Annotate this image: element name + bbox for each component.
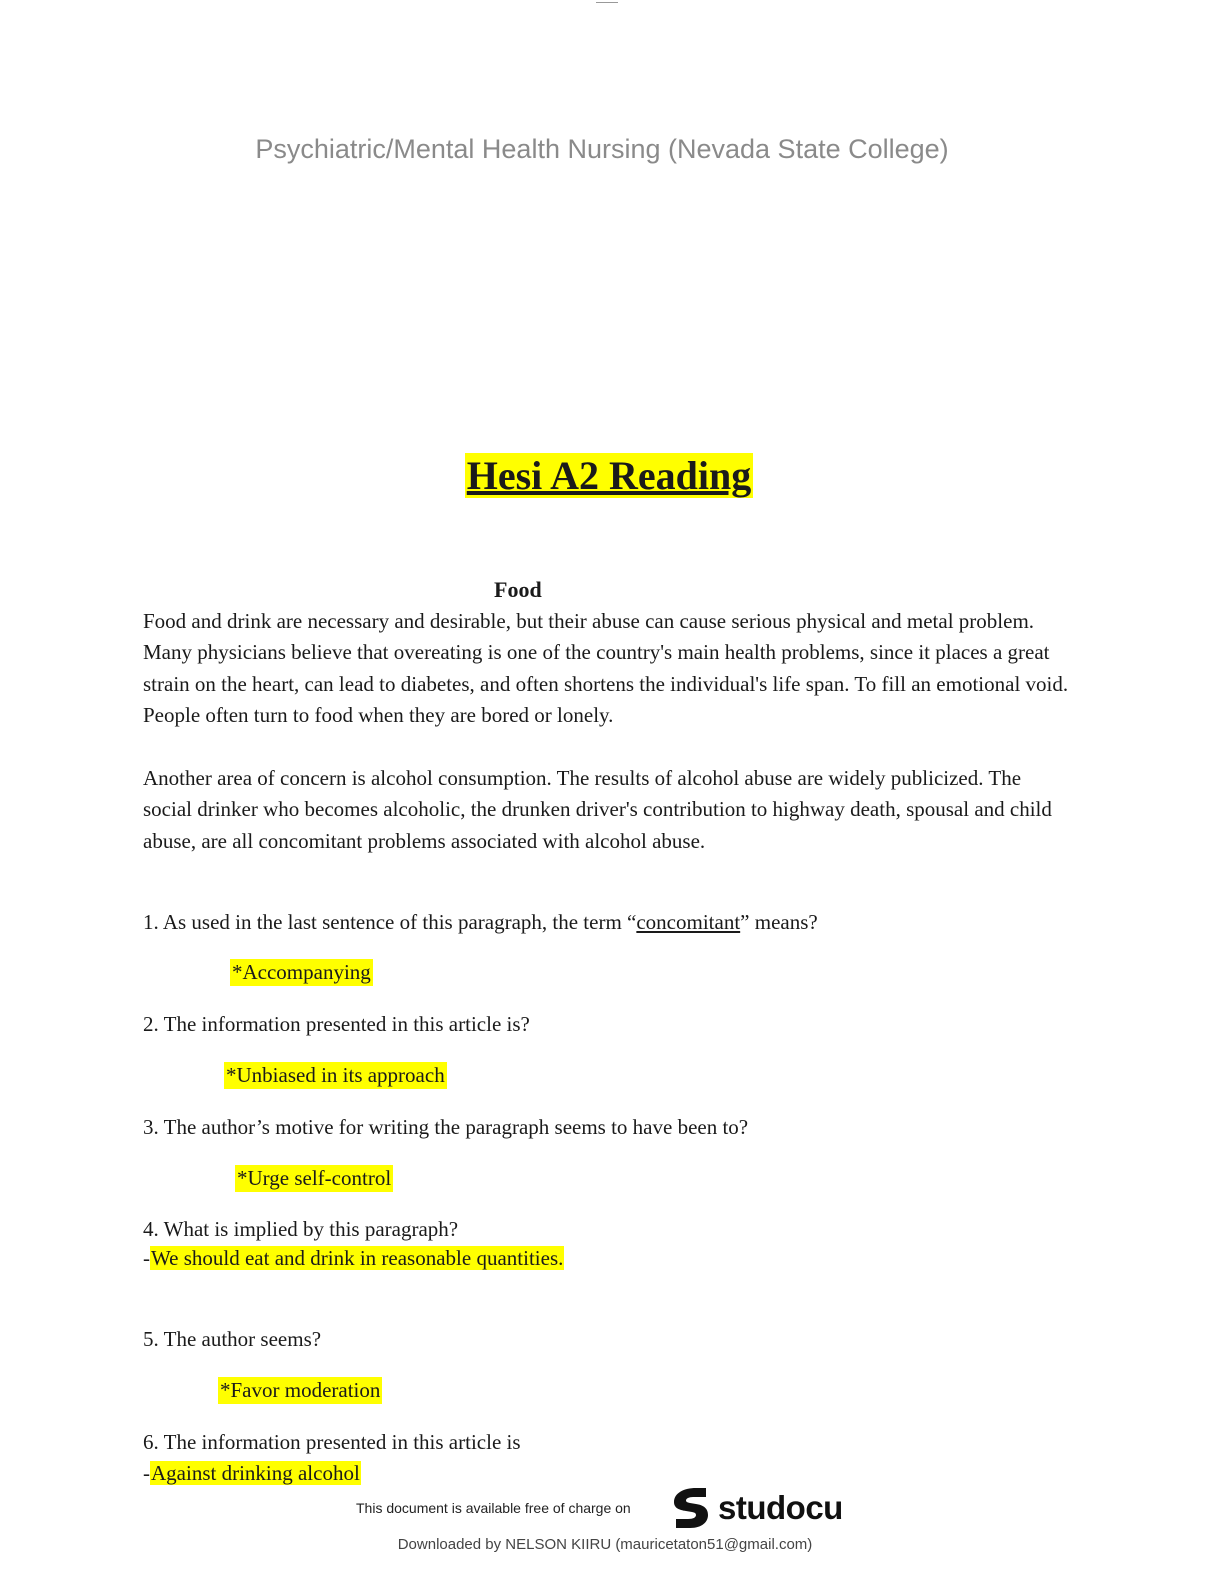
answer-4 [143, 1246, 564, 1271]
answer-6-prefix: - [143, 1461, 150, 1485]
studocu-logo-icon [666, 1484, 714, 1532]
course-header: Psychiatric/Mental Health Nursing (Nevada State College) [255, 134, 949, 164]
answer-4-text: We should eat and drink in reasonable quantities. [151, 1246, 564, 1270]
studocu-logo[interactable] [666, 1484, 843, 1532]
question-1-term: concomitant [636, 910, 741, 934]
answer-3: *Urge self-control [237, 1166, 392, 1190]
answer-6 [143, 1461, 361, 1486]
question-3: 3. The author’s motive for writing the paragraph seems to have been to? [143, 1115, 749, 1139]
question-1-suffix: ” means? [740, 910, 818, 934]
document-title [0, 452, 1218, 499]
download-note: Downloaded by NELSON KIIRU (mauricetaton51@gmail.com) [397, 1536, 813, 1553]
question-2: 2. The information presented in this article is? [143, 1012, 530, 1036]
answer-4-prefix: - [143, 1246, 150, 1270]
studocu-brand-text: studocu [718, 1489, 843, 1526]
question-1-prefix: 1. As used in the last sentence of this paragraph, the term “ [143, 910, 637, 934]
paragraph-2: Another area of concern is alcohol consumption. The results of alcohol abuse are widely publicized. The social drinker who becomes alcoholic, the drunken driver's contribution to highway death, spousal and child abuse, are all concomitant problems associated with alcohol abuse. [143, 766, 1052, 853]
question-1 [143, 910, 818, 935]
section-title: Food [494, 577, 542, 602]
answer-5: *Favor moderation [220, 1378, 381, 1402]
answer-2: *Unbiased in its approach [226, 1063, 445, 1087]
question-6: 6. The information presented in this article is [143, 1430, 521, 1454]
availability-note: This document is available free of charge on [356, 1500, 631, 1516]
question-4: 4. What is implied by this paragraph? [143, 1217, 459, 1241]
paragraph-1: Food and drink are necessary and desirable, but their abuse can cause serious physical and metal problem. Many physicians believe that overeating is one of the country's main health problems, since it places a great strain on the heart, can lead to diabetes, and often shortens the individual's life span. To fill an emotional void. People often turn to food when they are bored or lonely. [143, 609, 1069, 727]
answer-1: *Accompanying [232, 960, 371, 984]
top-divider-mark [596, 0, 618, 3]
question-5: 5. The author seems? [143, 1327, 322, 1351]
document-title-text: Hesi A2 Reading [466, 453, 752, 498]
answer-6-text: Against drinking alcohol [151, 1461, 360, 1485]
